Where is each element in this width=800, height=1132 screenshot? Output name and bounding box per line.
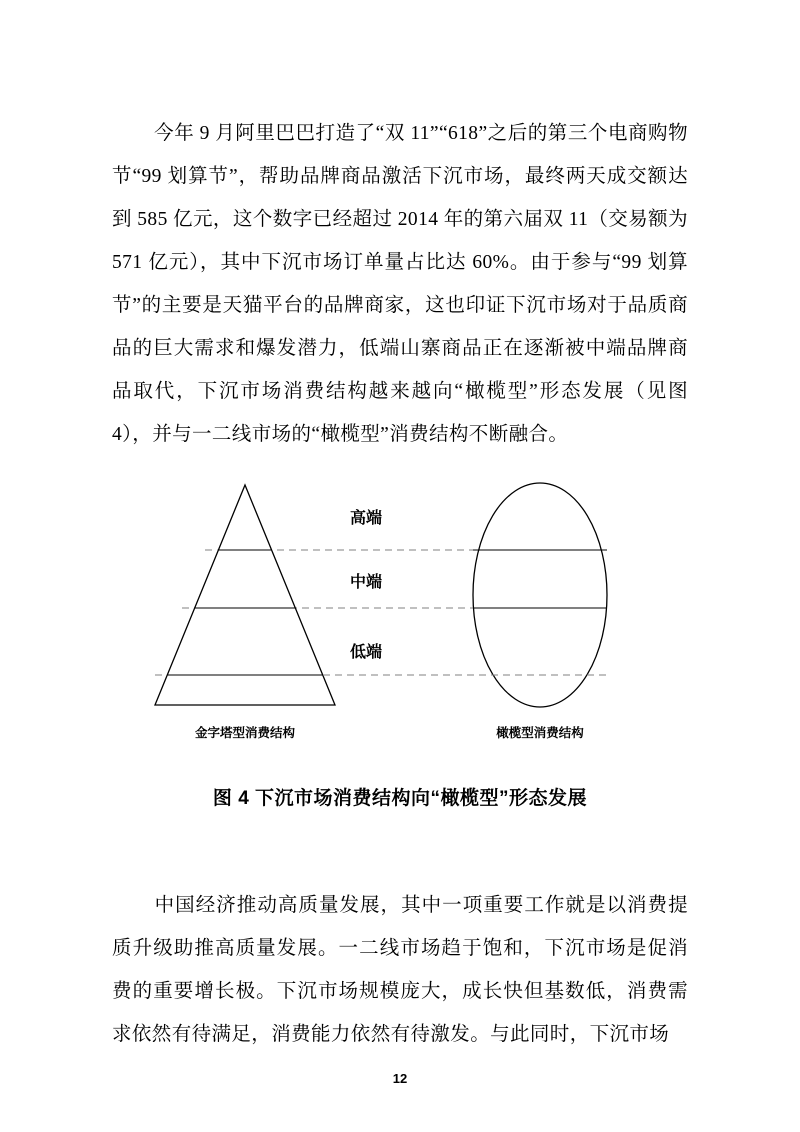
consumption-structure-diagram: [120, 475, 680, 755]
tier-label-mid: 中端: [350, 574, 383, 591]
figure-right-label: 橄榄型消费结构: [496, 726, 584, 740]
page-number: 12: [392, 1071, 408, 1086]
olive-shape: [473, 483, 607, 707]
pyramid-shape: [155, 485, 335, 705]
paragraph-1-text: 今年 9 月阿里巴巴打造了“双 11”“618”之后的第三个电商购物节“99 划算节”，帮助品牌商品激活下沉市场，最终两天成交额达到 585 亿元，这个数字已经超过 2014 年的第六届双 11（交易额为 571 亿元），其中下沉市场订单量占比达 60%。由于参与“99 划算节”的主要是天猫平台的品牌商家，这也印证下沉市场对于品质商品的巨大需求和爆发潜力，低端山寨商品正在逐渐被中端品牌商品取代，下沉市场消费结构越来越向“橄榄型”形态发展（见图 4），并与一二线市场的“橄榄型”消费结构不断融合。: [112, 122, 688, 445]
figure-4: [112, 475, 688, 755]
paragraph-2: [112, 884, 688, 1056]
paragraph-2-text: 中国经济推动高质量发展，其中一项重要工作就是以消费提质升级助推高质量发展。一二线市场趋于饱和，下沉市场是促消费的重要增长极。下沉市场规模庞大，成长快但基数低，消费需求依然有待满足，消费能力依然有待激发。与此同时，下沉市场: [112, 894, 688, 1045]
tier-label-low: 低端: [350, 644, 383, 661]
figure-left-label: 金字塔型消费结构: [194, 726, 296, 740]
paragraph-1: [112, 112, 688, 456]
tier-label-high: 高端: [350, 510, 383, 527]
spacer: [112, 810, 688, 864]
figure-caption: 图 4 下沉市场消费结构向“橄榄型”形态发展: [212, 788, 588, 809]
